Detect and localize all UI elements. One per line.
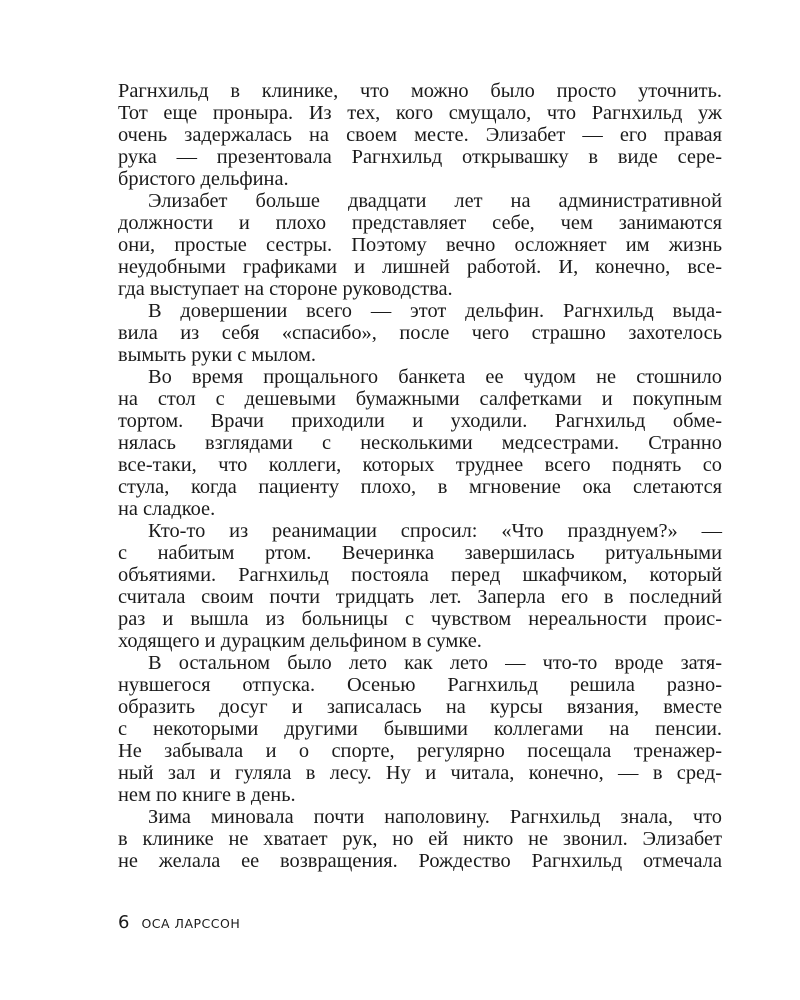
paragraph-first-line: Элизабет больше двадцати лет на административной xyxy=(148,190,722,212)
text-line: Рагнхильд в клинике, что можно было просто уточнить. xyxy=(118,80,722,102)
text-line: раз и вышла из больницы с чувством нереальности проис- xyxy=(118,608,722,630)
page-footer xyxy=(118,912,240,933)
text-line: рука — презентовала Рагнхильд открывашку в виде сере- xyxy=(118,146,722,168)
running-title-author: ОСА ЛАРССОН xyxy=(141,916,241,931)
text-line: в клинике не хватает рук, но ей никто не звонил. Элизабет xyxy=(118,828,722,850)
text-line: на стол с дешевыми бумажными салфетками и покупным xyxy=(118,388,722,410)
text-line: нем по книге в день. xyxy=(118,784,296,806)
text-line: образить досуг и записалась на курсы вязания, вместе xyxy=(118,696,722,718)
text-line: объятиями. Рагнхильд постояла перед шкафчиком, который xyxy=(118,564,722,586)
text-line: должности и плохо представляет себе, чем занимаются xyxy=(118,212,722,234)
paragraph-first-line: Кто-то из реанимации спросил: «Что празднуем?» — xyxy=(148,520,722,542)
paragraph-first-line: Во время прощального банкета ее чудом не стошнило xyxy=(148,366,722,388)
text-line: Тот еще проныра. Из тех, кого смущало, что Рагнхильд уж xyxy=(118,102,722,124)
page-number: 6 xyxy=(118,912,130,933)
paragraph-first-line: В остальном было лето как лето — что-то вроде затя- xyxy=(148,652,722,674)
text-line: все-таки, что коллеги, которых труднее всего поднять со xyxy=(118,454,722,476)
text-line: очень задержалась на своем месте. Элизабет — его правая xyxy=(118,124,722,146)
text-line: нувшегося отпуска. Осенью Рагнхильд решила разно- xyxy=(118,674,722,696)
text-line: вила из себя «спасибо», после чего страшно захотелось xyxy=(118,322,722,344)
paragraph-first-line: Зима миновала почти наполовину. Рагнхильд знала, что xyxy=(148,806,722,828)
text-line: ный зал и гуляла в лесу. Ну и читала, конечно, — в сред- xyxy=(118,762,722,784)
book-page-text xyxy=(118,80,722,872)
text-line: тортом. Врачи приходили и уходили. Рагнхильд обме- xyxy=(118,410,722,432)
text-line: нялась взглядами с несколькими медсестрами. Странно xyxy=(118,432,722,454)
text-line: с некоторыми другими бывшими коллегами на пенсии. xyxy=(118,718,722,740)
text-line: считала своим почти тридцать лет. Заперла его в последний xyxy=(118,586,722,608)
paragraph-first-line: В довершении всего — этот дельфин. Рагнхильд выда- xyxy=(148,300,722,322)
text-line: стула, когда пациенту плохо, в мгновение ока слетаются xyxy=(118,476,722,498)
text-line: с набитым ртом. Вечеринка завершилась ритуальными xyxy=(118,542,722,564)
text-line: бристого дельфина. xyxy=(118,168,289,190)
text-line: они, простые сестры. Поэтому вечно осложняет им жизнь xyxy=(118,234,722,256)
text-line: ходящего и дурацким дельфином в сумке. xyxy=(118,630,482,652)
text-line: вымыть руки с мылом. xyxy=(118,344,317,366)
text-line: не желала ее возвращения. Рождество Рагнхильд отмечала xyxy=(118,850,722,872)
text-line: Не забывала и о спорте, регулярно посещала тренажер- xyxy=(118,740,722,762)
text-line: на сладкое. xyxy=(118,498,216,520)
text-line: гда выступает на стороне руководства. xyxy=(118,278,453,300)
text-line: неудобными графиками и лишней работой. И, конечно, все- xyxy=(118,256,722,278)
